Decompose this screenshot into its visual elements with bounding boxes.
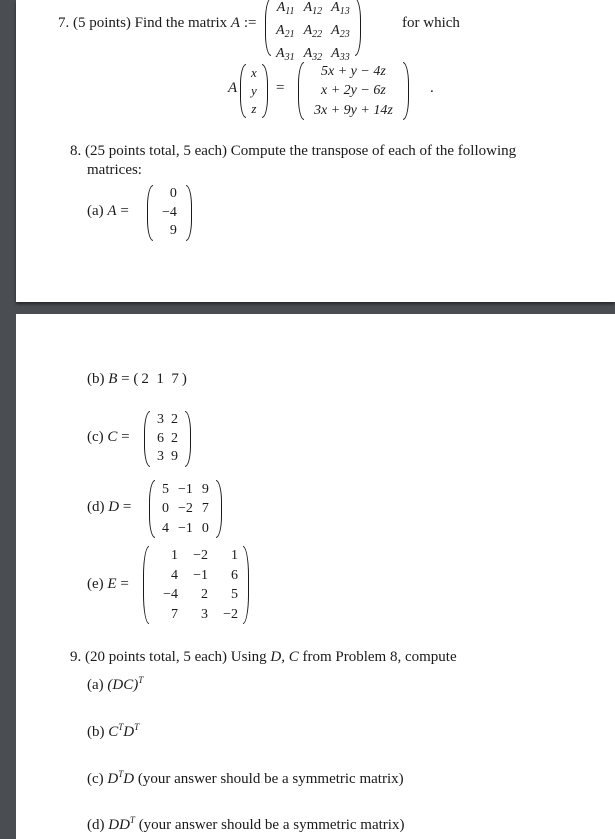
entry-A13: $A_{13}$: [331, 0, 350, 17]
part-9d: (d) $DD^T$ (your answer should be a symmetric matrix): [87, 815, 405, 833]
matrix-8d: 5 −1 9 0 −2 7 4 −1 0: [149, 480, 222, 538]
matrix-A-general: [265, 0, 361, 63]
entry-A31: $A_{31}$: [276, 46, 295, 63]
part-8e-label: (e) E =: [87, 576, 129, 592]
pdf-page-1: [16, 0, 615, 302]
entry-A11: $A_{11}$: [276, 0, 295, 17]
part-8a-label: (a) A =: [87, 203, 129, 219]
equals-sign: =: [276, 80, 285, 96]
problem-8-heading: 8. (25 points total, 5 each) Compute the transpose of each of the following: [70, 143, 517, 159]
pdf-page-2: [16, 314, 615, 839]
entry-A23: $A_{23}$: [331, 23, 350, 40]
part-9b: (b) $C^TD^T$: [87, 722, 140, 740]
cell: 9: [169, 223, 177, 239]
part-9c: (c) $D^TD$ (your answer should be a symmetric matrix): [87, 769, 404, 787]
rhs-vector: [298, 62, 409, 120]
matrix-8e: 1 −2 1 4 −1 6 −4 2 5 7 3 −2: [143, 546, 249, 624]
entry-A12: $A_{12}$: [303, 0, 323, 17]
matrix-8c: 3 2 6 2 3 9: [144, 411, 191, 467]
cell: 0: [169, 186, 177, 201]
cell: −4: [162, 204, 177, 220]
part-8d-label: (d) D =: [87, 499, 132, 515]
for-which-text: for which: [402, 15, 460, 31]
problem-7-label: 7. (5 points) Find the matrix: [58, 15, 228, 31]
entry-A33: $A_{33}$: [331, 46, 350, 63]
assign-symbol: :=: [243, 15, 257, 31]
entry-A22: $A_{22}$: [303, 23, 323, 40]
rhs-row-3: 3x + 9y + 14z: [314, 102, 393, 118]
problem-8-heading-cont: matrices:: [87, 162, 142, 178]
problem-9-heading: 9. (20 points total, 5 each) Using D, C from Problem 8, compute: [70, 649, 457, 665]
vector-x: x: [251, 65, 257, 80]
entry-A32: $A_{32}$: [303, 46, 323, 63]
rhs-row-1: 5x + y − 4z: [321, 64, 386, 79]
rhs-row-2: x + 2y − 6z: [321, 83, 386, 99]
period: .: [430, 80, 434, 96]
matrix-8a: [147, 185, 192, 241]
eq-lhs-A: A: [228, 80, 238, 96]
vector-y: y: [251, 83, 257, 98]
part-8b: (b) B = ( 2 1 7 ): [87, 371, 187, 387]
vector-z: z: [251, 101, 257, 116]
part-9a: (a) (DC)$^T$: [87, 675, 144, 693]
part-8c-label: (c) C =: [87, 429, 130, 445]
entry-A21: $A_{21}$: [276, 23, 295, 40]
problem-7-heading: [58, 15, 256, 32]
vector-xyz: [240, 64, 268, 118]
problem-7-var: A: [230, 15, 241, 31]
